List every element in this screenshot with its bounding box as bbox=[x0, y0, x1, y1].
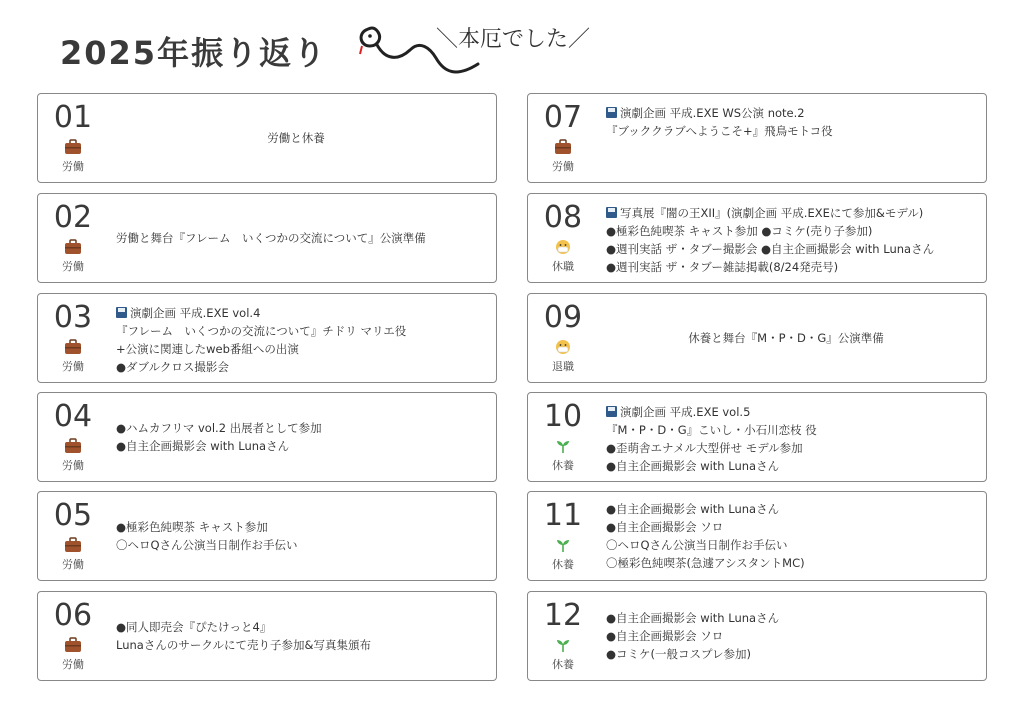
event-line bbox=[116, 229, 484, 247]
month-number: 09 bbox=[543, 300, 583, 335]
event-line bbox=[116, 636, 484, 654]
event-text: ●自主企画撮影会 with Lunaさん bbox=[606, 611, 780, 625]
floppy-disk-icon bbox=[606, 207, 617, 218]
event-text: ●ハムカフリマ vol.2 出展者として参加 bbox=[116, 421, 322, 435]
event-line bbox=[116, 618, 484, 636]
event-text: ●自主企画撮影会 with Lunaさん bbox=[606, 459, 780, 473]
sprout-icon bbox=[554, 637, 572, 653]
event-line bbox=[116, 358, 484, 376]
event-text: ●自主企画撮影会 ソロ bbox=[606, 520, 724, 534]
month-card-11 bbox=[527, 491, 987, 581]
month-number: 02 bbox=[53, 200, 93, 235]
month-card-06 bbox=[37, 591, 497, 681]
floppy-disk-icon bbox=[606, 107, 617, 118]
event-line bbox=[606, 240, 974, 258]
month-number: 06 bbox=[53, 598, 93, 633]
briefcase-icon bbox=[64, 438, 82, 454]
event-text: ●週刊実話 ザ・タブー雑誌掲載(8/24発売号) bbox=[606, 260, 839, 274]
event-text: ●自主企画撮影会 with Lunaさん bbox=[606, 502, 780, 516]
event-line bbox=[606, 536, 974, 554]
event-line bbox=[606, 403, 974, 421]
event-text: 労働と休養 bbox=[267, 131, 325, 145]
month-card-12 bbox=[527, 591, 987, 681]
month-content bbox=[606, 492, 974, 580]
month-status: 労働 bbox=[552, 160, 574, 173]
month-number: 05 bbox=[53, 498, 93, 533]
event-text: +公演に関連したweb番組への出演 bbox=[116, 342, 299, 356]
event-line bbox=[606, 104, 974, 122]
event-text: 〇ヘロQさん公演当日制作お手伝い bbox=[606, 538, 788, 552]
event-line bbox=[606, 421, 974, 439]
event-line bbox=[688, 329, 884, 347]
mask-face-icon bbox=[554, 239, 572, 255]
annotation-text: ＼本厄でした／ bbox=[436, 27, 591, 52]
event-line bbox=[116, 536, 484, 554]
month-number: 11 bbox=[543, 498, 583, 533]
month-number: 03 bbox=[53, 300, 93, 335]
month-number: 10 bbox=[543, 399, 583, 434]
event-text: ●週刊実話 ザ・タブー撮影会 ●自主企画撮影会 with Lunaさん bbox=[606, 242, 935, 256]
event-text: 写真展『闇の王XII』(演劇企画 平成.EXEにて参加&モデル) bbox=[620, 206, 924, 220]
month-card-08 bbox=[527, 193, 987, 283]
month-status: 休職 bbox=[552, 260, 574, 273]
event-line bbox=[606, 457, 974, 475]
month-card-09 bbox=[527, 293, 987, 383]
event-line bbox=[606, 627, 974, 645]
month-content bbox=[108, 94, 484, 182]
event-text: 演劇企画 平成.EXE vol.5 bbox=[620, 405, 751, 419]
month-card-07 bbox=[527, 93, 987, 183]
month-number: 04 bbox=[53, 399, 93, 434]
page-title: 2025年振り返り bbox=[60, 34, 328, 72]
month-content bbox=[606, 204, 974, 276]
briefcase-icon bbox=[554, 139, 572, 155]
month-content bbox=[606, 403, 974, 475]
month-status: 休養 bbox=[552, 459, 574, 472]
event-line bbox=[606, 439, 974, 457]
month-status: 退職 bbox=[552, 360, 574, 373]
event-line bbox=[116, 419, 484, 437]
floppy-disk-icon bbox=[116, 307, 127, 318]
month-content bbox=[116, 304, 484, 376]
event-text: 休養と舞台『M・P・D・G』公演準備 bbox=[688, 331, 884, 345]
event-line bbox=[116, 304, 484, 322]
month-card-02 bbox=[37, 193, 497, 283]
event-line bbox=[116, 518, 484, 536]
month-status: 労働 bbox=[62, 658, 84, 671]
month-content bbox=[606, 104, 974, 176]
mask-face-icon bbox=[554, 339, 572, 355]
event-line bbox=[116, 340, 484, 358]
month-card-03 bbox=[37, 293, 497, 383]
month-content bbox=[116, 592, 484, 680]
briefcase-icon bbox=[64, 637, 82, 653]
event-line bbox=[606, 609, 974, 627]
month-number: 08 bbox=[543, 200, 583, 235]
event-line bbox=[116, 437, 484, 455]
event-text: 〇ヘロQさん公演当日制作お手伝い bbox=[116, 538, 298, 552]
event-line bbox=[606, 645, 974, 663]
event-text: ●極彩色純喫茶 キャスト参加 bbox=[116, 520, 268, 534]
event-text: ●同人即売会『ぴたけっと4』 bbox=[116, 620, 272, 634]
event-text: ●ダブルクロス撮影会 bbox=[116, 360, 229, 374]
event-text: 〇極彩色純喫茶(急遽アシスタントMC) bbox=[606, 556, 805, 570]
month-status: 労働 bbox=[62, 459, 84, 472]
month-content bbox=[116, 393, 484, 481]
month-status: 休養 bbox=[552, 658, 574, 671]
month-status: 労働 bbox=[62, 558, 84, 571]
event-line bbox=[606, 500, 974, 518]
briefcase-icon bbox=[64, 339, 82, 355]
event-line bbox=[267, 129, 325, 147]
event-line bbox=[606, 554, 974, 572]
event-text: ●極彩色純喫茶 キャスト参加 ●コミケ(売り子参加) bbox=[606, 224, 873, 238]
briefcase-icon bbox=[64, 537, 82, 553]
event-text: ●自主企画撮影会 ソロ bbox=[606, 629, 724, 643]
briefcase-icon bbox=[64, 139, 82, 155]
month-card-01 bbox=[37, 93, 497, 183]
event-text: ●歪萌舎エナメル大型併せ モデル参加 bbox=[606, 441, 803, 455]
month-status: 休養 bbox=[552, 558, 574, 571]
sprout-icon bbox=[554, 438, 572, 454]
event-text: 労働と舞台『フレーム いくつかの交流について』公演準備 bbox=[116, 231, 426, 245]
month-number: 07 bbox=[543, 100, 583, 135]
month-number: 12 bbox=[543, 598, 583, 633]
event-text: 『M・P・D・G』こいし・小石川恋枝 役 bbox=[606, 423, 817, 437]
month-card-05 bbox=[37, 491, 497, 581]
month-content bbox=[606, 592, 974, 680]
event-line bbox=[116, 322, 484, 340]
event-text: Lunaさんのサークルにて売り子参加&写真集頒布 bbox=[116, 638, 371, 652]
month-content bbox=[116, 492, 484, 580]
event-line bbox=[606, 222, 974, 240]
event-text: ●自主企画撮影会 with Lunaさん bbox=[116, 439, 290, 453]
month-card-04 bbox=[37, 392, 497, 482]
event-text: 『フレーム いくつかの交流について』チドリ マリエ役 bbox=[116, 324, 407, 338]
briefcase-icon bbox=[64, 239, 82, 255]
month-content bbox=[598, 294, 974, 382]
event-text: ●コミケ(一般コスプレ参加) bbox=[606, 647, 752, 661]
event-text: 『ブッククラブへようこそ+』飛鳥モトコ役 bbox=[606, 124, 833, 138]
event-text: 演劇企画 平成.EXE vol.4 bbox=[130, 306, 261, 320]
sprout-icon bbox=[554, 537, 572, 553]
month-status: 労働 bbox=[62, 260, 84, 273]
month-status: 労働 bbox=[62, 160, 84, 173]
month-content bbox=[116, 194, 484, 282]
month-card-10 bbox=[527, 392, 987, 482]
event-line bbox=[606, 204, 974, 222]
event-line bbox=[606, 122, 974, 140]
month-number: 01 bbox=[53, 100, 93, 135]
month-status: 労働 bbox=[62, 360, 84, 373]
event-text: 演劇企画 平成.EXE WS公演 note.2 bbox=[620, 106, 805, 120]
floppy-disk-icon bbox=[606, 406, 617, 417]
event-line bbox=[606, 258, 974, 276]
event-line bbox=[606, 518, 974, 536]
